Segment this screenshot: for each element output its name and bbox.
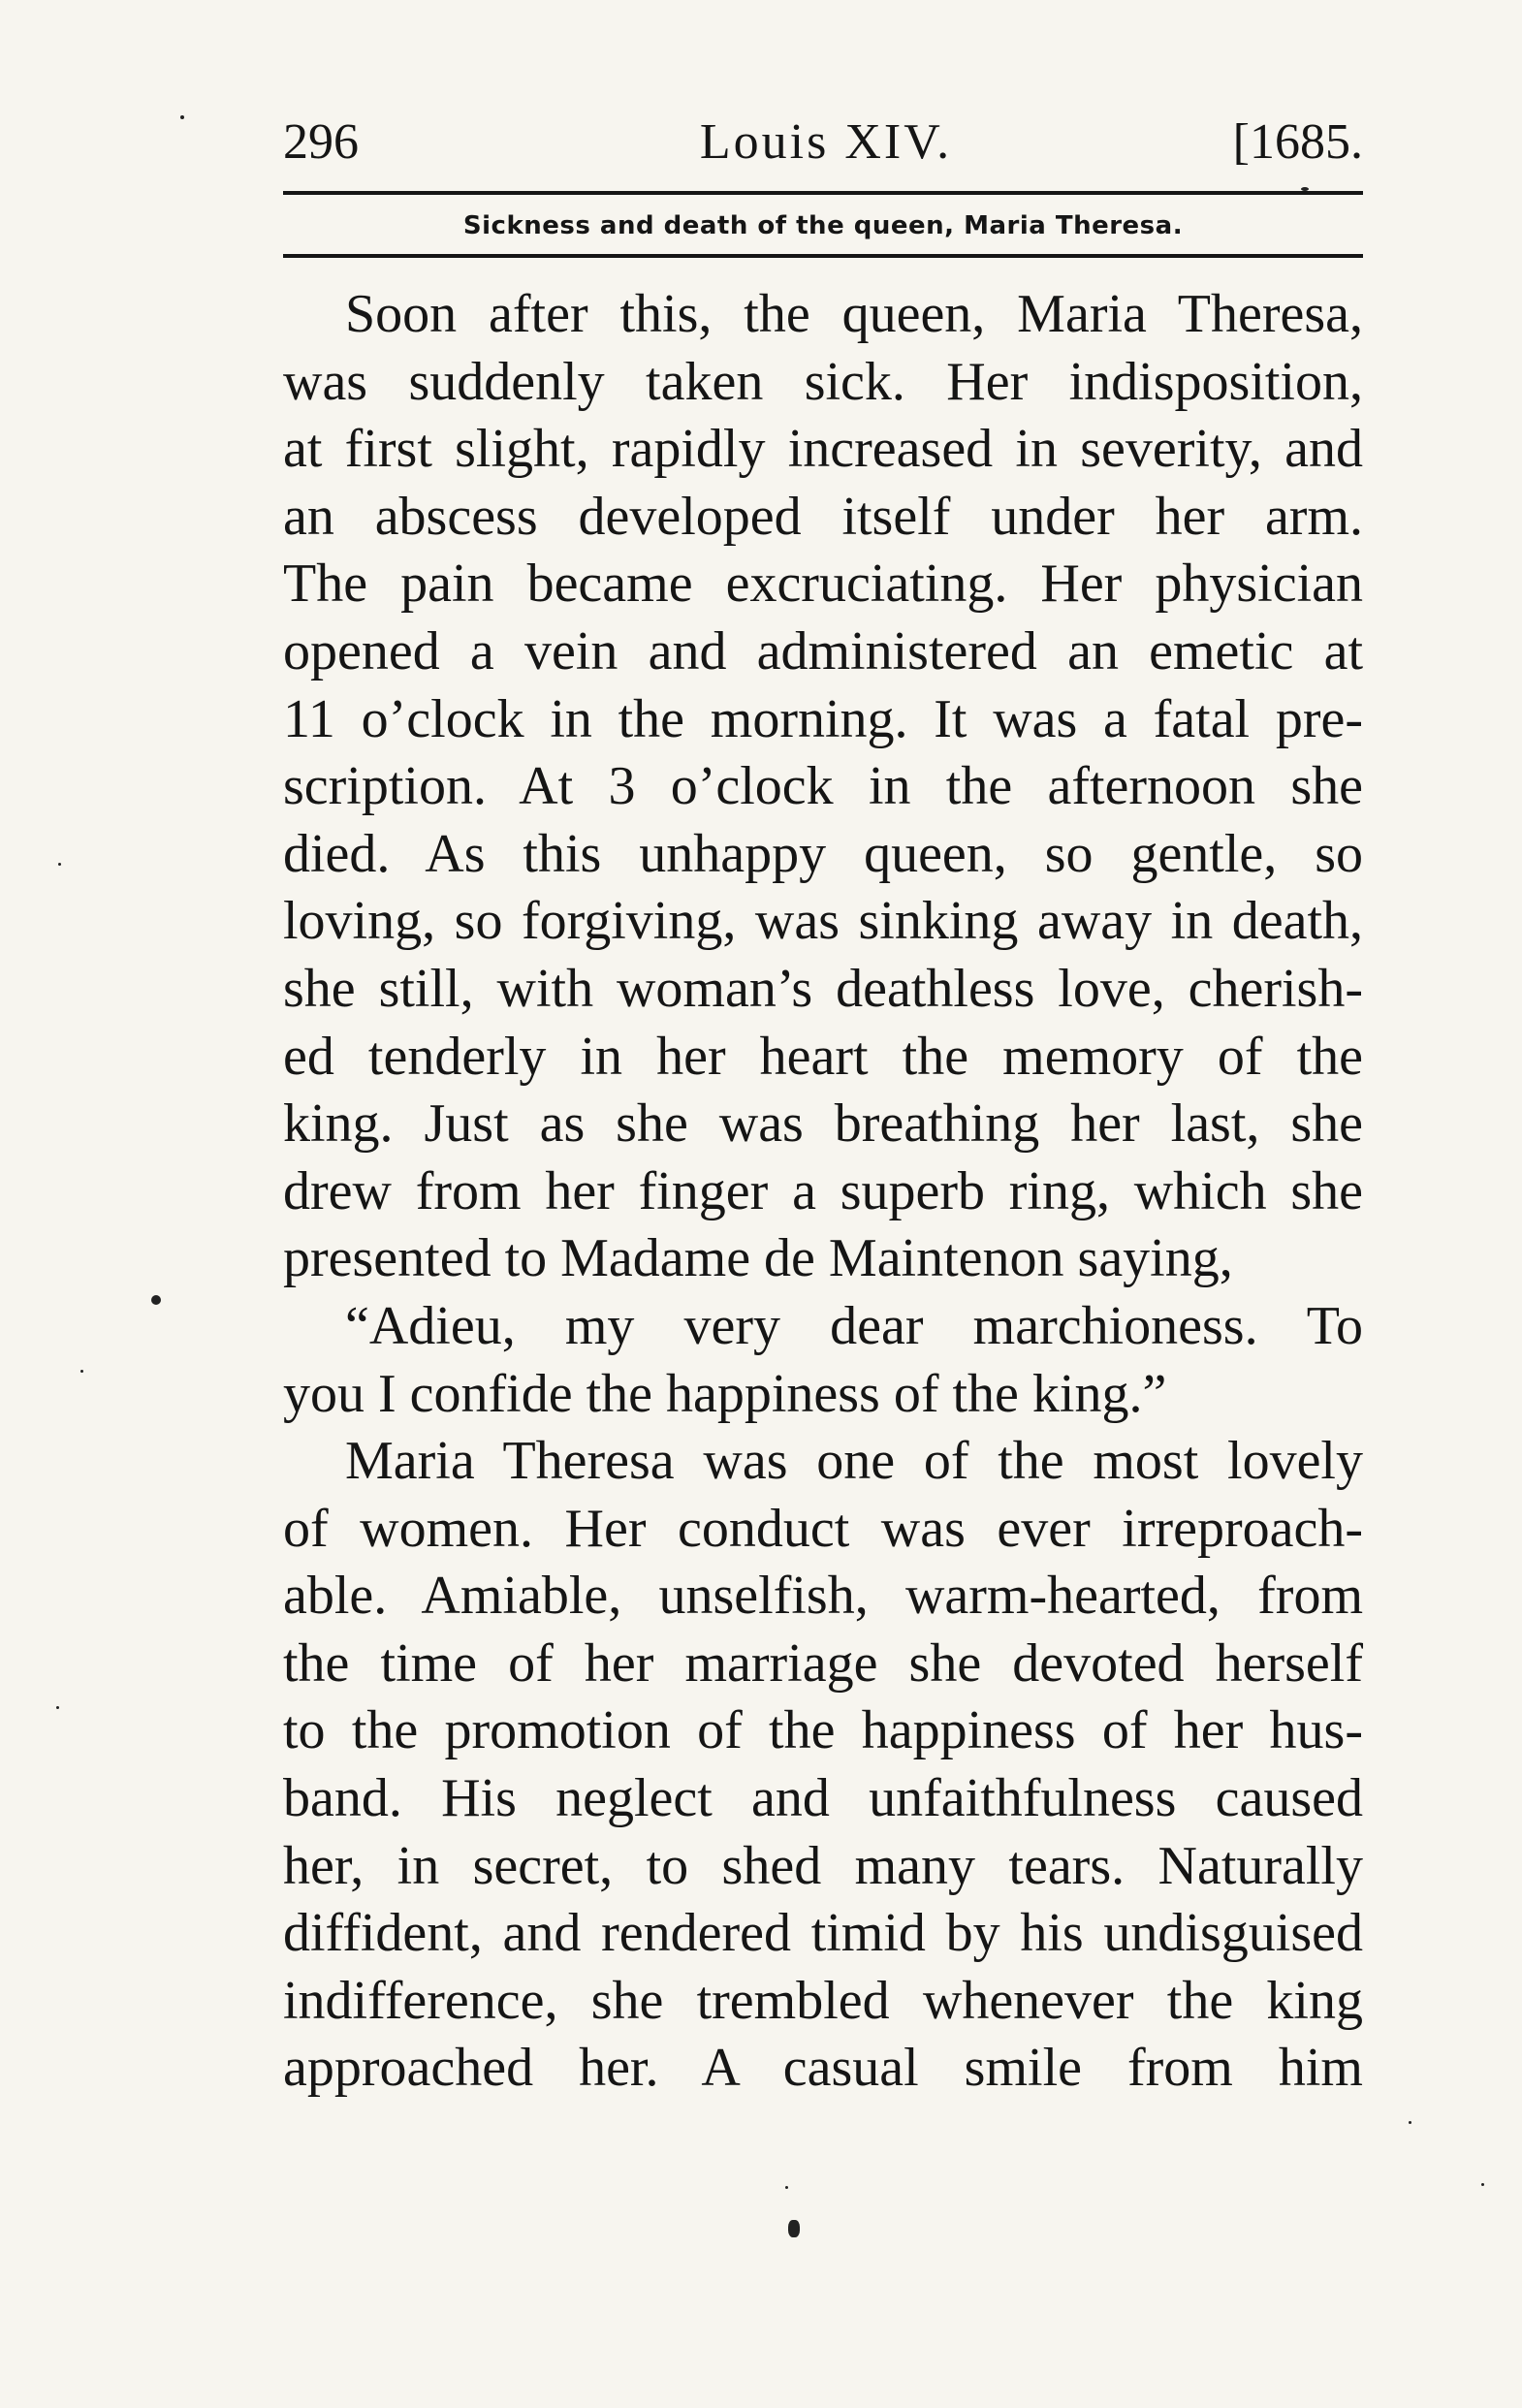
- text-line: “Adieu, my very dear marchioness. To: [345, 1295, 1363, 1356]
- text-line: Soon after this, the queen, Maria Theresa,: [345, 284, 1363, 344]
- text-line: diffident, and rendered timid by his undisguised: [283, 1903, 1363, 1964]
- text-line: the time of her marriage she devoted herself: [283, 1632, 1363, 1694]
- text-line: approached her. A casual smile from him: [283, 2038, 1363, 2099]
- text-line: to the promotion of the happiness of her hus-: [283, 1700, 1363, 1761]
- text-line: band. His neglect and unfaithfulness caused: [283, 1768, 1363, 1829]
- ink-speck: [151, 1295, 161, 1305]
- text-line: ed tenderly in her heart the memory of the: [283, 1026, 1363, 1087]
- ink-speck: [1301, 187, 1309, 191]
- page-number: 296: [283, 114, 359, 170]
- text-line: 11 o’clock in the morning. It was a fatal pre-: [283, 688, 1363, 749]
- ink-speck: [1409, 2121, 1411, 2124]
- ink-speck: [180, 115, 184, 119]
- text-line: died. As this unhappy queen, so gentle, so: [283, 823, 1363, 884]
- text-line: scription. At 3 o’clock in the afternoon she: [283, 756, 1363, 817]
- text-line: able. Amiable, unselfish, warm-hearted, from: [283, 1566, 1363, 1627]
- paragraph-2: [283, 1293, 1363, 1428]
- body-text: [283, 281, 1363, 2103]
- ink-speck: [788, 2220, 800, 2237]
- text-line: of women. Her conduct was ever irreproach-: [283, 1498, 1363, 1559]
- ink-speck: [56, 1706, 59, 1709]
- paragraph-1: [283, 281, 1363, 1293]
- text-line: she still, with woman’s deathless love, cherish-: [283, 958, 1363, 1019]
- ink-speck: [785, 2186, 788, 2189]
- text-line: an abscess developed itself under her arm.: [283, 486, 1363, 547]
- text-line: at first slight, rapidly increased in severity, and: [283, 419, 1363, 480]
- text-line: indifference, she trembled whenever the king: [283, 1970, 1363, 2031]
- paragraph-3: [283, 1428, 1363, 2103]
- header-rule-top: [283, 191, 1363, 195]
- running-head: [283, 109, 1363, 176]
- text-line: loving, so forgiving, was sinking away in death,: [283, 891, 1363, 952]
- header-rule-bottom: [283, 254, 1363, 258]
- section-subheading: Sickness and death of the queen, Maria Theresa.: [462, 211, 1184, 240]
- text-line: drew from her finger a superb ring, which she: [283, 1160, 1363, 1221]
- text-line: you I confide the happiness of the king.”: [283, 1363, 1167, 1424]
- text-line: her, in secret, to shed many tears. Naturally: [283, 1835, 1363, 1896]
- book-title: Louis XIV.: [699, 114, 953, 170]
- text-line: king. Just as she was breathing her last, she: [283, 1093, 1363, 1155]
- year-marker: [1685.: [1232, 114, 1363, 170]
- text-line: opened a vein and administered an emetic at: [283, 620, 1363, 681]
- ink-speck: [80, 1370, 83, 1373]
- text-line: presented to Madame de Maintenon saying,: [283, 1228, 1233, 1289]
- ink-speck: [1481, 2183, 1484, 2186]
- ink-speck: [58, 863, 61, 866]
- text-line: was suddenly taken sick. Her indisposition,: [283, 351, 1363, 412]
- text-line: Maria Theresa was one of the most lovely: [345, 1431, 1363, 1492]
- text-line: The pain became excruciating. Her physician: [283, 554, 1363, 615]
